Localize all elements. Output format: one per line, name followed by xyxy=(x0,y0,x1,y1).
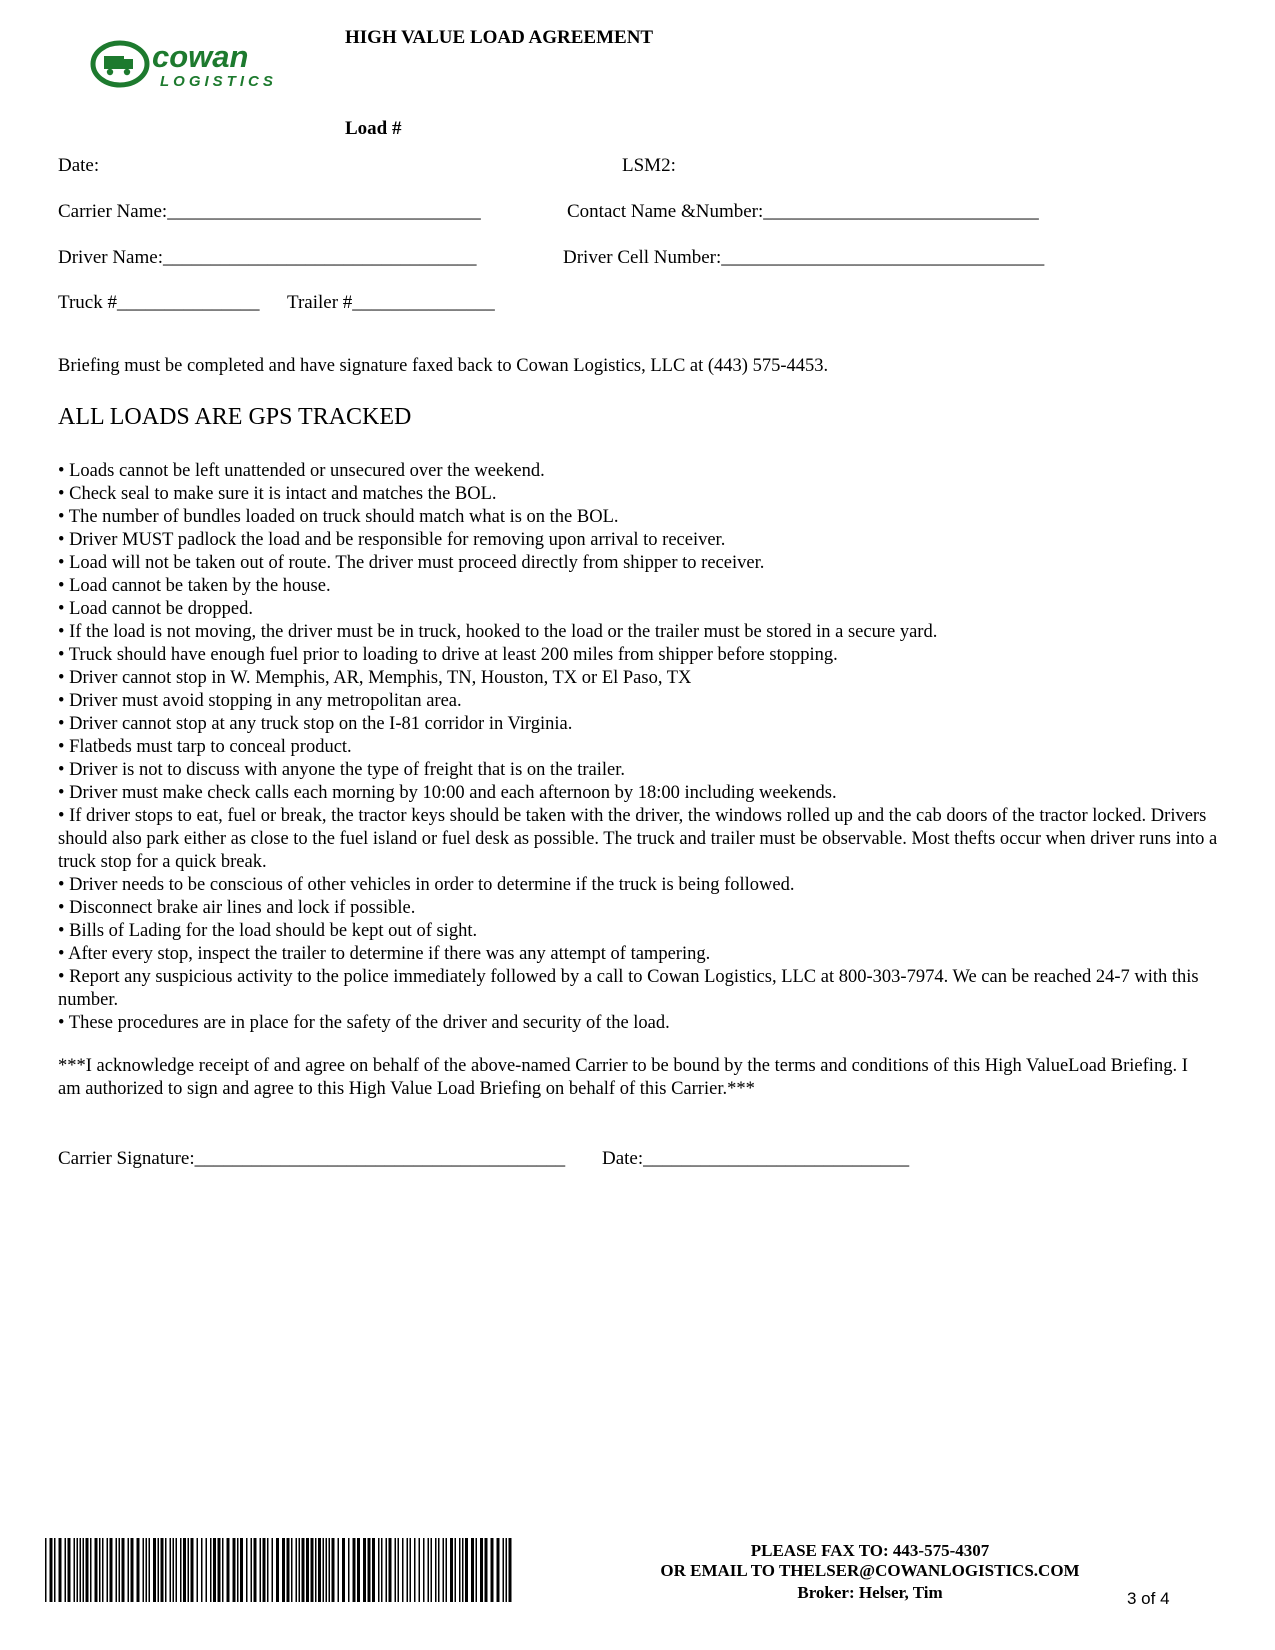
briefing-instructions: Briefing must be completed and have signature faxed back to Cowan Logistics, LLC at (443) 575-4453. xyxy=(58,356,829,376)
email-instruction: OR EMAIL TO THELSER@COWANLOGISTICS.COM xyxy=(660,1561,1080,1580)
document-title: HIGH VALUE LOAD AGREEMENT xyxy=(345,27,654,48)
carrier-signature-field[interactable]: Carrier Signature:_______________________________________ xyxy=(58,1148,566,1169)
list-item: • Disconnect brake air lines and lock if possible. xyxy=(58,898,416,918)
list-item: • Load cannot be dropped. xyxy=(58,599,254,619)
list-item: • Load will not be taken out of route. The driver must proceed directly from shipper to receiver. xyxy=(58,553,765,573)
broker-name: Broker: Helser, Tim xyxy=(797,1583,943,1602)
list-item: • Driver needs to be conscious of other vehicles in order to determine if the truck is being followed. xyxy=(58,875,795,895)
list-item: • Driver MUST padlock the load and be responsible for removing upon arrival to receiver. xyxy=(58,530,726,550)
rules-list xyxy=(58,460,1228,1035)
page-number: 3 of 4 xyxy=(1127,1589,1170,1608)
date-field[interactable]: Date: xyxy=(58,155,100,176)
driver-cell-number-field[interactable]: Driver Cell Number:__________________________________ xyxy=(563,247,1045,268)
contact-name-number-field[interactable]: Contact Name &Number:_____________________________ xyxy=(567,201,1039,222)
list-item: • Driver is not to discuss with anyone the type of freight that is on the trailer. xyxy=(58,760,626,780)
barcode xyxy=(45,1538,515,1602)
logo-name-line1: cowan xyxy=(152,40,249,74)
list-item: • These procedures are in place for the safety of the driver and security of the load. xyxy=(58,1013,670,1033)
cowan-logistics-logo xyxy=(90,40,300,92)
truck-circle-icon xyxy=(93,43,147,85)
logo-name-line2: LOGISTICS xyxy=(160,73,277,90)
list-item: • The number of bundles loaded on truck should match what is on the BOL. xyxy=(58,507,619,527)
list-item: • Driver cannot stop in W. Memphis, AR, Memphis, TN, Houston, TX or El Paso, TX xyxy=(58,668,692,688)
signature-date-field[interactable]: Date:____________________________ xyxy=(602,1148,910,1169)
list-item: • Report any suspicious activity to the police immediately followed by a call to Cowan Logistics, LLC at 800-303-7974. We can be reached 24-7 with this number. xyxy=(58,967,1199,1010)
gps-tracked-heading: ALL LOADS ARE GPS TRACKED xyxy=(58,404,412,430)
list-item: • If the load is not moving, the driver must be in truck, hooked to the load or the trailer must be stored in a secure yard. xyxy=(58,622,938,642)
driver-name-field[interactable]: Driver Name:_________________________________ xyxy=(58,247,477,268)
acknowledgement-statement: ***I acknowledge receipt of and agree on behalf of the above-named Carrier to be bound by the terms and conditions of this High ValueLoad Briefing. I am authorized to sign and agree to this High Value Load Briefing on behalf of this Carrier.*** xyxy=(58,1056,1188,1099)
list-item: • Driver must avoid stopping in any metropolitan area. xyxy=(58,691,462,711)
list-item: • Check seal to make sure it is intact and matches the BOL. xyxy=(58,484,497,504)
lsm2-field[interactable]: LSM2: xyxy=(622,155,676,176)
list-item: • Driver must make check calls each morning by 10:00 and each afternoon by 18:00 including weekends. xyxy=(58,783,837,803)
list-item: • If driver stops to eat, fuel or break, the tractor keys should be taken with the driver, the windows rolled up and the cab doors of the tractor locked. Drivers should also park either as close to the fuel island or fuel desk as possible. The truck and trailer must be observable. Most thefts occur when driver runs into a truck stop for a quick break. xyxy=(58,806,1218,872)
trailer-number-field[interactable]: Trailer #_______________ xyxy=(287,292,495,313)
truck-number-field[interactable]: Truck #_______________ xyxy=(58,292,260,313)
list-item: • Loads cannot be left unattended or unsecured over the weekend. xyxy=(58,461,545,481)
list-item: • Driver cannot stop at any truck stop on the I-81 corridor in Virginia. xyxy=(58,714,573,734)
list-item: • Load cannot be taken by the house. xyxy=(58,576,331,596)
list-item: • Bills of Lading for the load should be kept out of sight. xyxy=(58,921,478,941)
list-item: • Flatbeds must tarp to conceal product. xyxy=(58,737,352,757)
list-item: • Truck should have enough fuel prior to loading to drive at least 200 miles from shipper before stopping. xyxy=(58,645,838,665)
carrier-name-field[interactable]: Carrier Name:_________________________________ xyxy=(58,201,481,222)
fax-instruction: PLEASE FAX TO: 443-575-4307 xyxy=(750,1541,990,1560)
list-item: • After every stop, inspect the trailer to determine if there was any attempt of tampering. xyxy=(58,944,711,964)
load-number-label: Load # xyxy=(345,118,402,139)
